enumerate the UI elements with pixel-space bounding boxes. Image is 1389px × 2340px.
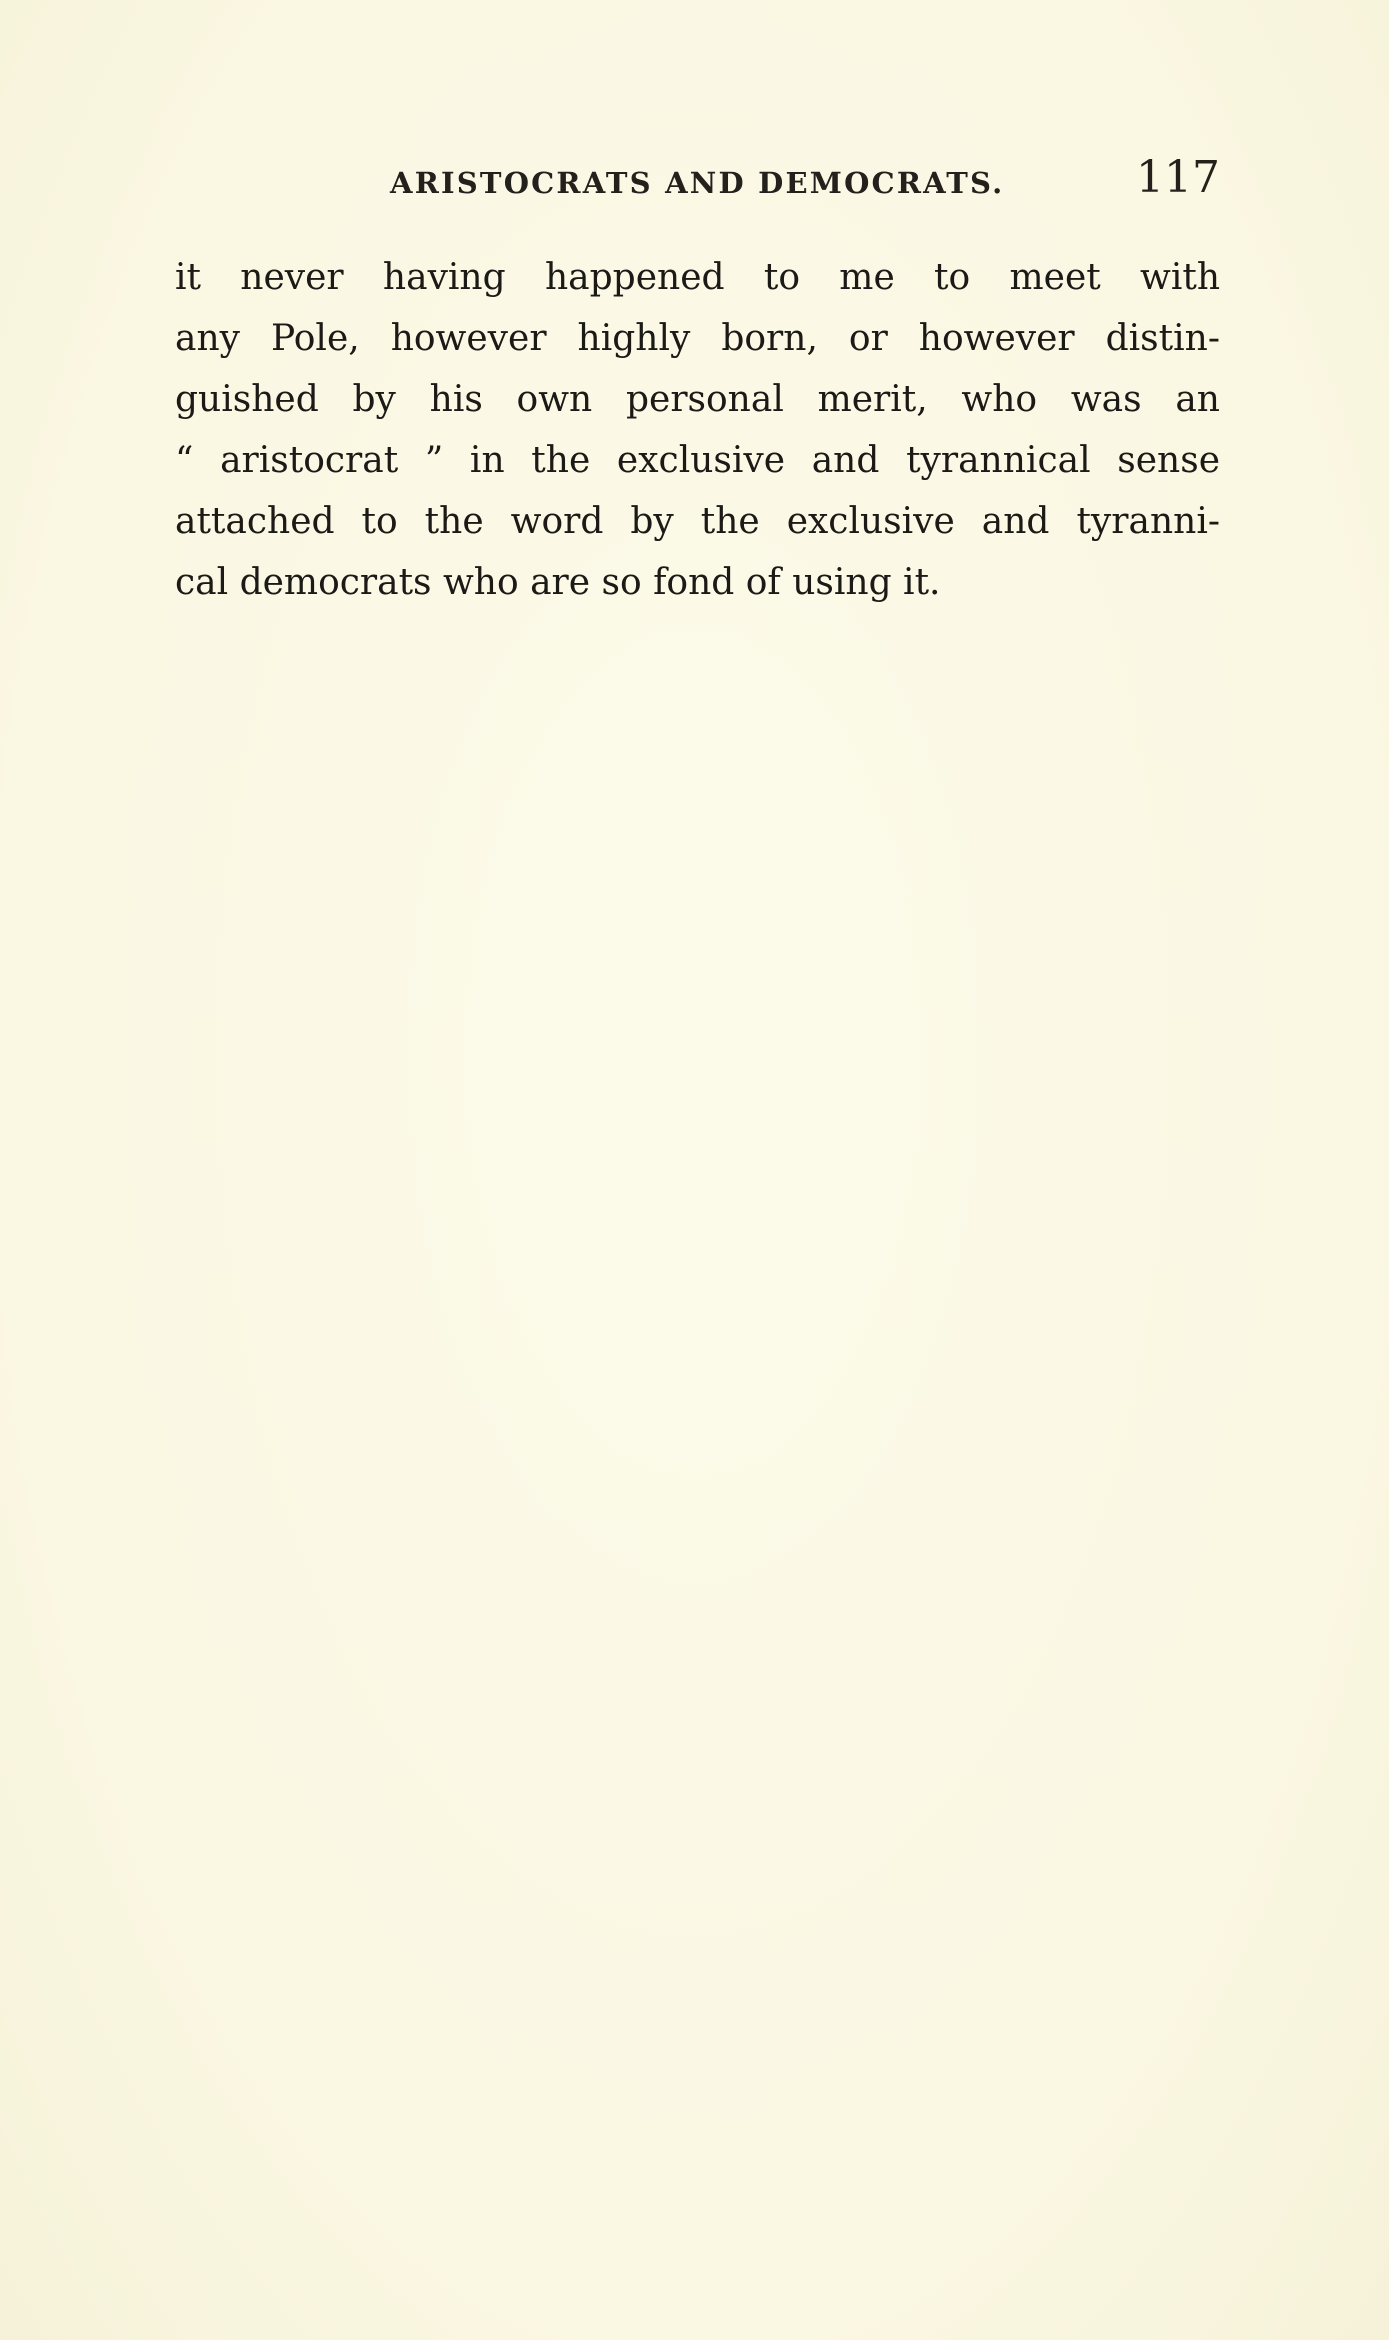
page-header	[175, 150, 1220, 210]
text-line-2: any Pole, however highly born, or however distin-	[175, 318, 1220, 359]
running-title: ARISTOCRATS AND DEMOCRATS.	[390, 166, 1005, 200]
text-line-5: attached to the word by the exclusive and tyranni-	[175, 501, 1220, 542]
text-line-3: guished by his own personal merit, who was an	[175, 379, 1220, 420]
text-line-6: cal democrats who are so fond of using it.	[175, 562, 941, 603]
page-number: 117	[1136, 152, 1220, 203]
text-line-1: it never having happened to me to meet with	[175, 257, 1220, 298]
body-paragraph	[175, 247, 1220, 613]
text-line-4: “ aristocrat ” in the exclusive and tyrannical sense	[175, 440, 1220, 481]
